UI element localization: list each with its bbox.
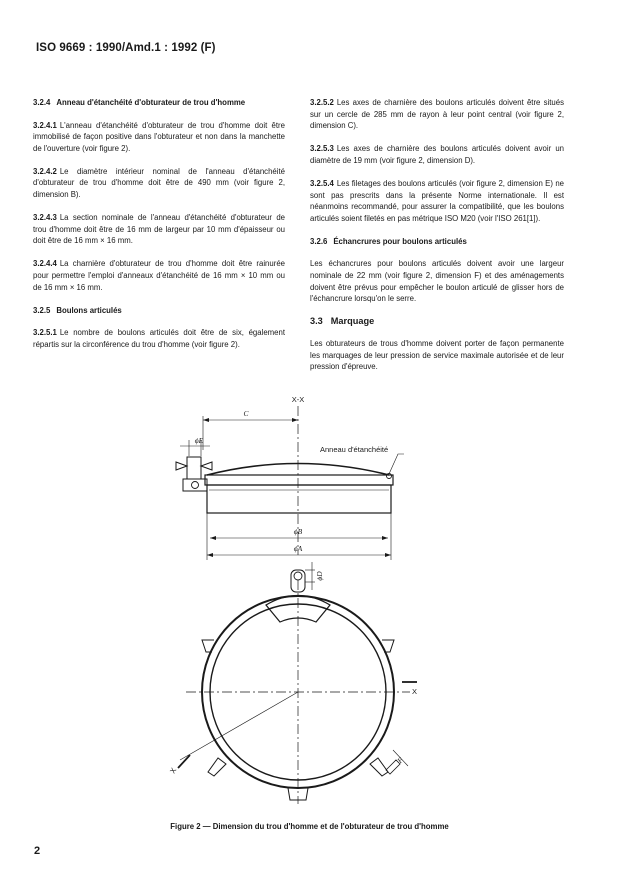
paragraph-3-2-4-1 (33, 120, 285, 155)
section-number: 3.2.6 (310, 236, 328, 246)
left-column (33, 97, 285, 362)
clause-number: 3.2.4.2 (33, 166, 57, 176)
dimension-f-label: F (395, 755, 406, 766)
clause-text: L'anneau d'étanchéité d'obturateur de trou d'homme doit être immobilisé de façon positive dans l'obturateur et non dans la manchette de l'ouverture (voir figure 2). (33, 120, 285, 153)
paragraph-3-2-5-4 (310, 178, 564, 224)
bolt-lower-right (370, 758, 388, 776)
section-title: Marquage (330, 316, 375, 327)
paragraph-3-2-5-2 (310, 97, 564, 132)
right-column (310, 97, 564, 384)
top-hinge-pin (294, 572, 302, 580)
clause-number: 3.2.5.1 (33, 328, 57, 338)
wing-nut (176, 462, 212, 470)
dimension-e-label: ϕE (194, 436, 204, 445)
paragraph-3-3 (310, 338, 564, 373)
hinge-bolt-body (187, 457, 201, 479)
gasket-leader-line (389, 454, 404, 474)
page-number: 2 (34, 845, 41, 857)
dimension-a-label: ϕA (293, 544, 303, 553)
section-number: 3.2.5 (33, 305, 51, 315)
clause-text: Les axes de charnière des boulons articulés doivent avoir un diamètre de 19 mm (voir figure 2, dimension D). (310, 144, 564, 165)
section-number: 3.2.4 (33, 98, 51, 107)
section-3-3-heading (310, 316, 564, 328)
clause-text: Les axes de charnière des boulons articulés doivent être situés sur un cercle de 285 mm de rayon à leur point central (voir figure 2, dimension C). (310, 98, 564, 131)
c-radius-line (180, 692, 298, 760)
clause-text: Les obturateurs de trous d'homme doivent porter de façon permanente les marquages de leur pression de service maximale autorisée et de leur pression d'épreuve. (310, 338, 564, 372)
bolt-lower-left (208, 758, 226, 776)
section-title: Anneau d'étanchéité d'obturateur de trou d'homme (56, 98, 246, 107)
section-3-2-6-heading (310, 236, 564, 248)
paragraph-3-2-4-4 (33, 258, 285, 293)
page-header: ISO 9669 : 1990/Amd.1 : 1992 (F) (36, 42, 216, 54)
clause-number: 3.2.5.4 (310, 178, 334, 188)
paragraph-3-2-5-1 (33, 327, 285, 350)
gasket-label: Anneau d'étanchéité (320, 445, 389, 454)
section-mark-left-label: X (167, 766, 179, 775)
paragraph-3-2-4-2 (33, 166, 285, 201)
clause-text: La charnière d'obturateur de trou d'homme doit être rainurée pour permettre l'emploi d'anneaux d'étanchéité de 16 mm × 10 mm ou de 16 mm × 16 mm. (33, 259, 285, 292)
paragraph-3-2-6 (310, 258, 564, 304)
hinge-bracket (183, 479, 207, 491)
section-number: 3.3 (310, 316, 323, 327)
dimension-d-label: ϕD (315, 571, 324, 581)
clause-number: 3.2.4.3 (33, 213, 57, 223)
clause-number: 3.2.5.3 (310, 144, 334, 154)
cover-rim (205, 475, 393, 485)
hinge-pin (192, 482, 199, 489)
clause-text: Les échancrures pour boulons articulés doivent avoir une largeur nominale de 22 mm (voir figure 2, dimension F) et des aménagements doivent être prévus pour empêcher le boulon articulé de glisser hors de l'échancrure lorsqu'on le serre. (310, 259, 564, 304)
figure-caption: Figure 2 — Dimension du trou d'homme et de l'obturateur de trou d'homme (170, 822, 449, 831)
clause-number: 3.2.4.4 (33, 259, 57, 269)
clause-text: La section nominale de l'anneau d'étanchéité d'obturateur de trou d'homme doit être de 16 mm de largeur par 10 mm d'épaisseur ou doit être de 16 mm × 16 mm. (33, 213, 285, 246)
manhole-collar (207, 485, 391, 513)
section-3-2-4-heading (33, 97, 285, 109)
figure-2-drawing (0, 390, 619, 820)
clause-number: 3.2.5.2 (310, 98, 334, 107)
section-title: Boulons articulés (56, 305, 122, 315)
section-3-2-5-heading (33, 305, 285, 317)
paragraph-3-2-4-3 (33, 212, 285, 247)
clause-text: Le nombre de boulons articulés doit être de six, également répartis sur la circonférence du trou d'homme (voir figure 2). (33, 328, 285, 349)
dimension-c-label: C (243, 409, 249, 418)
section-label: X-X (291, 395, 305, 404)
section-mark-left (178, 755, 190, 768)
clause-text: Le diamètre intérieur nominal de l'anneau d'étanchéité d'obturateur de trou d'homme doit être de 490 mm (voir figure 2, dimension B). (33, 166, 285, 200)
paragraph-3-2-5-3 (310, 143, 564, 166)
clause-text: Les filetages des boulons articulés (voir figure 2, dimension E) ne sont pas prescrits dans la présente Norme internationale. Il est néanmoins recommandé, pour assurer la compatibilité, que les boulons articulés soient filetés en pas métrique ISO M20 (voir l'ISO 261[1]). (310, 178, 564, 223)
dimension-b-label: ϕB (293, 527, 303, 536)
section-mark-right-label: X (412, 687, 418, 696)
section-title: Échancrures pour boulons articulés (333, 236, 467, 246)
clause-number: 3.2.4.1 (33, 120, 57, 130)
